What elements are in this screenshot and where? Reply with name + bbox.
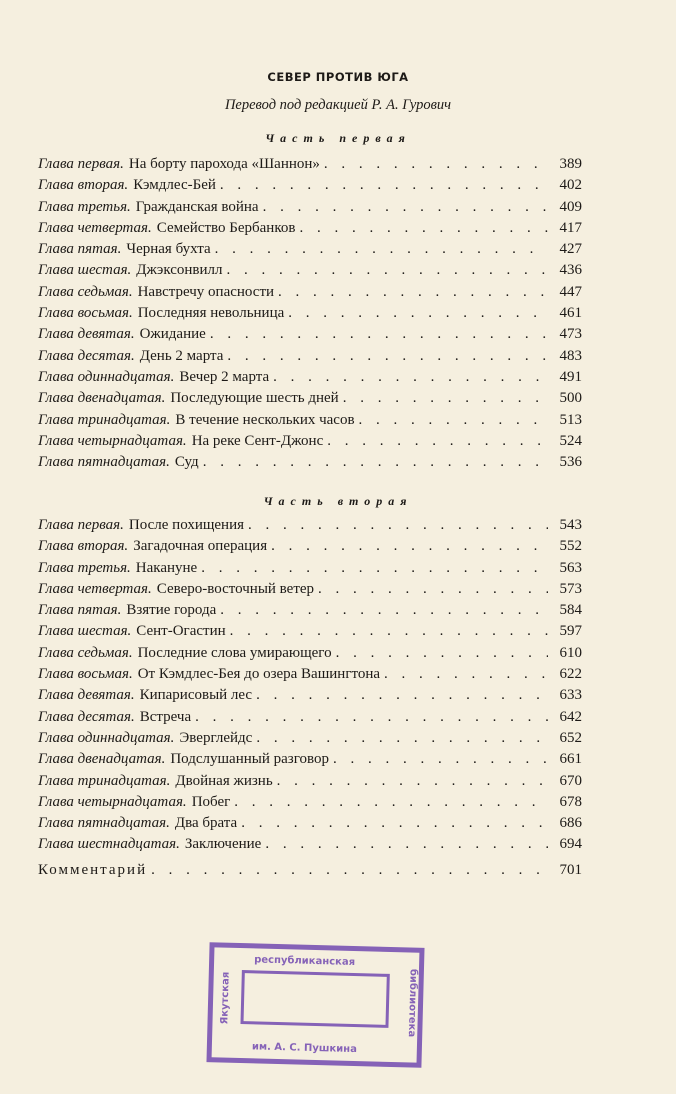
book-title: СЕВЕР ПРОТИВ ЮГА bbox=[267, 70, 409, 84]
toc-row bbox=[38, 602, 582, 623]
page-number: 573 bbox=[559, 580, 582, 597]
chapter-label: Глава шестая. bbox=[38, 262, 132, 279]
stamp-text-top: республиканская bbox=[254, 954, 356, 969]
chapter-label: Глава вторая. bbox=[38, 538, 129, 555]
chapter-label: Глава четырнадцатая. bbox=[38, 793, 187, 810]
leader-dots bbox=[384, 666, 548, 683]
page-number: 500 bbox=[559, 390, 582, 407]
chapter-title: Два брата bbox=[174, 815, 238, 832]
translation-credit: Перевод под редакцией Р. А. Гурович bbox=[224, 97, 452, 113]
leader-dots bbox=[327, 433, 548, 450]
page-number: 597 bbox=[559, 623, 582, 640]
chapter-title: Последняя невольница bbox=[137, 305, 285, 322]
leader-dots bbox=[318, 581, 548, 598]
chapter-label: Глава седьмая. bbox=[38, 644, 133, 661]
toc-row bbox=[38, 348, 582, 369]
toc-row bbox=[38, 284, 582, 305]
leader-dots bbox=[201, 560, 548, 577]
toc-row bbox=[38, 412, 582, 433]
chapter-title: Кэмдлес-Бей bbox=[133, 177, 216, 194]
page-number: 543 bbox=[559, 517, 582, 533]
leader-dots bbox=[220, 177, 548, 194]
leader-dots bbox=[151, 862, 548, 879]
toc-row bbox=[38, 560, 582, 581]
part-one-heading: Часть первая bbox=[265, 131, 411, 145]
chapter-label: Глава четвертая. bbox=[38, 219, 152, 236]
page-number: 473 bbox=[559, 326, 582, 343]
toc-row bbox=[38, 433, 582, 454]
chapter-label: Глава десятая. bbox=[38, 347, 135, 364]
chapter-label: Глава тринадцатая. bbox=[38, 411, 171, 428]
page-number: 491 bbox=[559, 368, 582, 385]
chapter-title: Накануне bbox=[135, 559, 198, 576]
leader-dots bbox=[227, 262, 548, 279]
chapter-label: Глава двенадцатая. bbox=[38, 751, 166, 768]
chapter-title: После похищения bbox=[128, 517, 245, 533]
toc-row bbox=[38, 199, 582, 220]
toc-row bbox=[38, 581, 582, 602]
part-two-list bbox=[38, 517, 582, 858]
leader-dots bbox=[324, 156, 548, 173]
chapter-label: Глава четырнадцатая. bbox=[38, 432, 187, 449]
chapter-label: Глава девятая. bbox=[38, 326, 135, 343]
stamp-text-right: библиотека bbox=[405, 968, 419, 1038]
leader-dots bbox=[220, 602, 548, 619]
chapter-label: Глава шестнадцатая. bbox=[38, 836, 180, 853]
chapter-label: Глава первая. bbox=[38, 517, 124, 533]
leader-dots bbox=[288, 305, 548, 322]
leader-dots bbox=[248, 517, 548, 534]
chapter-label: Глава двенадцатая. bbox=[38, 390, 166, 407]
chapter-label: Глава тринадцатая. bbox=[38, 772, 171, 789]
toc-row bbox=[38, 538, 582, 559]
chapter-title: Побег bbox=[191, 793, 231, 810]
chapter-label: Глава пятнадцатая. bbox=[38, 454, 170, 471]
stamp-inner-frame bbox=[240, 970, 389, 1028]
toc-row bbox=[38, 326, 582, 347]
toc-row bbox=[38, 687, 582, 708]
chapter-title: Черная бухта bbox=[126, 241, 211, 258]
leader-dots bbox=[333, 751, 548, 768]
leader-dots bbox=[273, 369, 548, 386]
leader-dots bbox=[359, 412, 548, 429]
chapter-label: Глава третья. bbox=[38, 559, 131, 576]
toc-row bbox=[38, 220, 582, 241]
chapter-title: Ожидание bbox=[139, 326, 206, 343]
chapter-label: Глава пятнадцатая. bbox=[38, 815, 170, 832]
chapter-title: Кипарисовый лес bbox=[139, 687, 253, 704]
leader-dots bbox=[265, 836, 548, 853]
chapter-title: От Кэмдлес-Бея до озера Вашингтона bbox=[137, 666, 381, 683]
page-number: 701 bbox=[559, 862, 582, 878]
chapter-title: Загадочная операция bbox=[133, 538, 268, 555]
chapter-label: Глава пятая. bbox=[38, 241, 122, 258]
chapter-label: Глава седьмая. bbox=[38, 283, 133, 300]
page-number: 678 bbox=[559, 793, 582, 810]
page-number: 552 bbox=[559, 538, 582, 555]
toc-row bbox=[38, 751, 582, 772]
leader-dots bbox=[215, 241, 548, 258]
leader-dots bbox=[263, 199, 548, 216]
toc-row bbox=[38, 262, 582, 283]
leader-dots bbox=[336, 645, 548, 662]
leader-dots bbox=[210, 326, 548, 343]
chapter-title: Гражданская война bbox=[135, 198, 259, 215]
toc-row bbox=[38, 623, 582, 644]
toc-row bbox=[38, 730, 582, 751]
page-number: 402 bbox=[559, 177, 582, 194]
chapter-title: На реке Сент-Джонс bbox=[191, 432, 324, 449]
part-one-list bbox=[38, 156, 582, 475]
page-number: 417 bbox=[559, 219, 582, 236]
page-number: 622 bbox=[559, 666, 582, 683]
leader-dots bbox=[256, 730, 548, 747]
page-number: 409 bbox=[559, 198, 582, 215]
page-number: 513 bbox=[559, 411, 582, 428]
leader-dots bbox=[203, 454, 548, 471]
leader-dots bbox=[343, 390, 548, 407]
toc-row bbox=[38, 666, 582, 687]
chapter-title: Двойная жизнь bbox=[175, 772, 273, 789]
toc-row bbox=[38, 836, 582, 857]
toc-row bbox=[38, 862, 582, 883]
chapter-title: Взятие города bbox=[126, 602, 217, 619]
toc-row bbox=[38, 454, 582, 475]
page-number: 686 bbox=[559, 815, 582, 832]
chapter-title: Суд bbox=[174, 454, 199, 471]
leader-dots bbox=[195, 709, 548, 726]
toc-row bbox=[38, 305, 582, 326]
leader-dots bbox=[256, 687, 548, 704]
page-number: 584 bbox=[559, 602, 582, 619]
leader-dots bbox=[278, 284, 548, 301]
leader-dots bbox=[241, 815, 548, 832]
leader-dots bbox=[277, 773, 548, 790]
page-number: 436 bbox=[559, 262, 582, 279]
chapter-label: Глава десятая. bbox=[38, 708, 135, 725]
page-number: 610 bbox=[559, 644, 582, 661]
chapter-label: Глава одиннадцатая. bbox=[38, 368, 175, 385]
leader-dots bbox=[299, 220, 548, 237]
page-number: 661 bbox=[559, 751, 582, 768]
chapter-label: Глава третья. bbox=[38, 198, 131, 215]
chapter-title: Вечер 2 марта bbox=[179, 368, 270, 385]
library-stamp bbox=[206, 942, 424, 1068]
toc-row bbox=[38, 517, 582, 538]
chapter-title: В течение нескольких часов bbox=[175, 411, 355, 428]
page-number: 642 bbox=[559, 708, 582, 725]
chapter-label: Глава первая. bbox=[38, 156, 124, 172]
chapter-title: Навстречу опасности bbox=[137, 283, 275, 300]
chapter-title: Эверглейдс bbox=[179, 729, 253, 746]
page-number: 447 bbox=[559, 283, 582, 300]
stamp-text-bottom: им. А. С. Пушкина bbox=[251, 1041, 358, 1056]
chapter-label: Глава восьмая. bbox=[38, 305, 133, 322]
chapter-title: Семейство Бербанков bbox=[156, 219, 296, 236]
toc-row bbox=[38, 177, 582, 198]
leader-dots bbox=[227, 348, 548, 365]
page-number: 633 bbox=[559, 687, 582, 704]
chapter-title: День 2 марта bbox=[139, 347, 224, 364]
chapter-title: Северо-восточный ветер bbox=[156, 580, 315, 597]
toc-row bbox=[38, 645, 582, 666]
chapter-label: Глава четвертая. bbox=[38, 580, 152, 597]
page-number: 427 bbox=[559, 241, 582, 258]
commentary-entry bbox=[38, 862, 582, 883]
page-number: 536 bbox=[559, 454, 582, 471]
leader-dots bbox=[230, 623, 548, 640]
toc-row bbox=[38, 241, 582, 262]
page-number: 524 bbox=[559, 432, 582, 449]
page-number: 563 bbox=[559, 559, 582, 576]
page-number: 694 bbox=[559, 836, 582, 853]
chapter-title: Сент-Огастин bbox=[136, 623, 226, 640]
chapter-label: Глава одиннадцатая. bbox=[38, 729, 175, 746]
chapter-title: Встреча bbox=[139, 708, 192, 725]
toc-row bbox=[38, 815, 582, 836]
leader-dots bbox=[271, 538, 548, 555]
chapter-label: Глава восьмая. bbox=[38, 666, 133, 683]
page-number: 461 bbox=[559, 305, 582, 322]
toc-row bbox=[38, 709, 582, 730]
commentary-title: Комментарий bbox=[38, 862, 148, 878]
chapter-title: Заключение bbox=[184, 836, 262, 853]
page-number: 389 bbox=[559, 156, 582, 172]
stamp-text-left: Якутская bbox=[219, 971, 232, 1025]
page-number: 670 bbox=[559, 772, 582, 789]
chapter-label: Глава вторая. bbox=[38, 177, 129, 194]
page-number: 652 bbox=[559, 729, 582, 746]
toc-row bbox=[38, 156, 582, 177]
toc-row bbox=[38, 390, 582, 411]
page-number: 483 bbox=[559, 347, 582, 364]
toc-row bbox=[38, 773, 582, 794]
chapter-label: Глава шестая. bbox=[38, 623, 132, 640]
chapter-title: Последующие шесть дней bbox=[170, 390, 339, 407]
chapter-title: Подслушанный разговор bbox=[170, 751, 329, 768]
chapter-label: Глава девятая. bbox=[38, 687, 135, 704]
chapter-label: Глава пятая. bbox=[38, 602, 122, 619]
toc-row bbox=[38, 794, 582, 815]
toc-row bbox=[38, 369, 582, 390]
chapter-title: Последние слова умирающего bbox=[137, 644, 332, 661]
leader-dots bbox=[234, 794, 548, 811]
chapter-title: На борту парохода «Шаннон» bbox=[128, 156, 320, 172]
part-two-heading: Часть вторая bbox=[263, 494, 413, 508]
chapter-title: Джэксонвилл bbox=[136, 262, 223, 279]
